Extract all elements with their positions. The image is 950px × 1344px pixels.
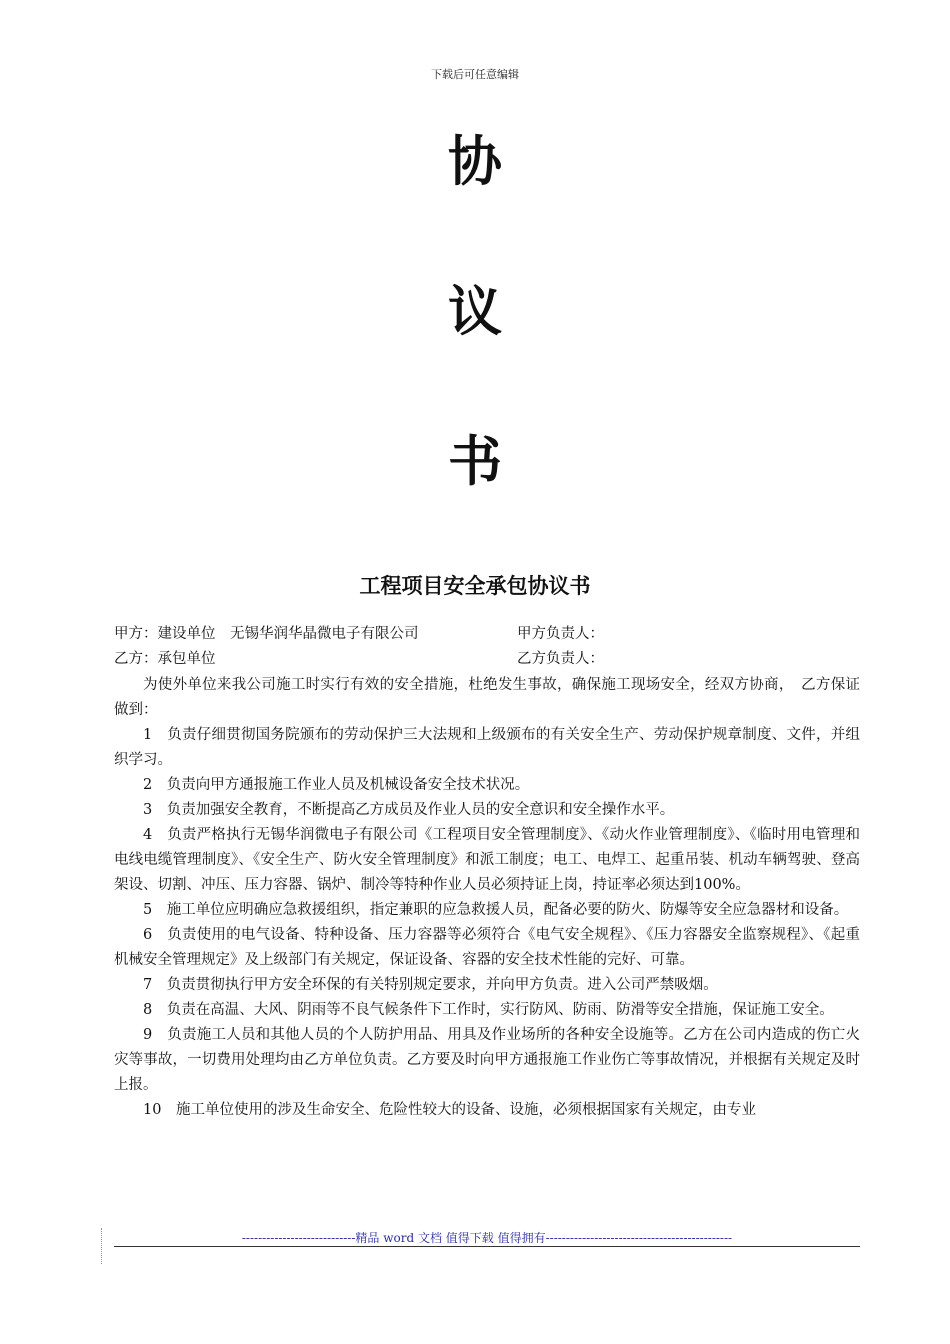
clause-10: 10 施工单位使用的涉及生命安全、危险性较大的设备、设施，必须根据国家有关规定，由专业 (143, 1102, 756, 1118)
party-a-row (114, 622, 864, 647)
cover-char-yi: 议 (448, 280, 502, 343)
clause-7: 7 负责贯彻执行甲方安全环保的有关特别规定要求，并向甲方负责。进入公司严禁吸烟。 (143, 977, 718, 993)
party-a: 甲方：建设单位 无锡华润华晶微电子有限公司 (114, 626, 419, 642)
agreement-body (114, 673, 860, 1123)
clause-6: 6 负责使用的电气设备、特种设备、压力容器等必须符合《电气安全规程》、《压力容器安全监察规程》、《起重机械安全管理规定》及上级部门有关规定，保证设备、容器的安全技术性能的完好、可靠。 (114, 927, 860, 968)
intro-paragraph: 为使外单位来我公司施工时实行有效的安全措施，杜绝发生事故，确保施工现场安全，经双方协商， 乙方保证做到： (114, 677, 860, 718)
party-b-rep: 乙方负责人： (517, 651, 604, 667)
clause-4: 4 负责严格执行无锡华润微电子有限公司《工程项目安全管理制度》、《动火作业管理制度》、《临时用电管理和电线电缆管理制度》、《安全生产、防火安全管理制度》和派工制度；电工、电焊工、起重吊装、机动车辆驾驶、登高架设、切割、冲压、压力容器、锅炉、制冷等特种作业人员必须持证上岗，持证率必须达到100%。 (114, 827, 860, 893)
footer-margin-line (101, 1228, 102, 1264)
document-title: 工程项目安全承包协议书 (359, 574, 591, 598)
clause-9: 9 负责施工人员和其他人员的个人防护用品、用具及作业场所的各种安全设施等。乙方在公司内造成的伤亡火灾等事故，一切费用处理均由乙方单位负责。乙方要及时向甲方通报施工作业伤亡等事故情况，并根据有关规定及时上报。 (114, 1027, 860, 1093)
footer-link[interactable]: ----------------------------精品 word 文档 值得下载 值得拥有---------------------------------------------- (241, 1231, 733, 1245)
party-b-row (114, 647, 864, 672)
parties-block (114, 622, 864, 672)
header-note: 下载后可任意编辑 (431, 68, 519, 81)
party-b: 乙方：承包单位 (114, 651, 216, 667)
clause-5: 5 施工单位应明确应急救援组织，指定兼职的应急救援人员，配备必要的防火、防爆等安全应急器材和设备。 (143, 902, 849, 918)
clause-2: 2 负责向甲方通报施工作业人员及机械设备安全技术状况。 (143, 777, 530, 793)
cover-char-xie: 协 (448, 130, 502, 193)
cover-char-shu: 书 (448, 430, 502, 493)
clause-3: 3 负责加强安全教育，不断提高乙方成员及作业人员的安全意识和安全操作水平。 (143, 802, 675, 818)
party-a-rep: 甲方负责人： (517, 626, 604, 642)
clause-8: 8 负责在高温、大风、阴雨等不良气候条件下工作时，实行防风、防雨、防滑等安全措施，保证施工安全。 (143, 1002, 834, 1018)
footer-rule (114, 1246, 860, 1247)
clause-1: 1 负责仔细贯彻国务院颁布的劳动保护三大法规和上级颁布的有关安全生产、劳动保护规章制度、文件，并组织学习。 (114, 727, 860, 768)
